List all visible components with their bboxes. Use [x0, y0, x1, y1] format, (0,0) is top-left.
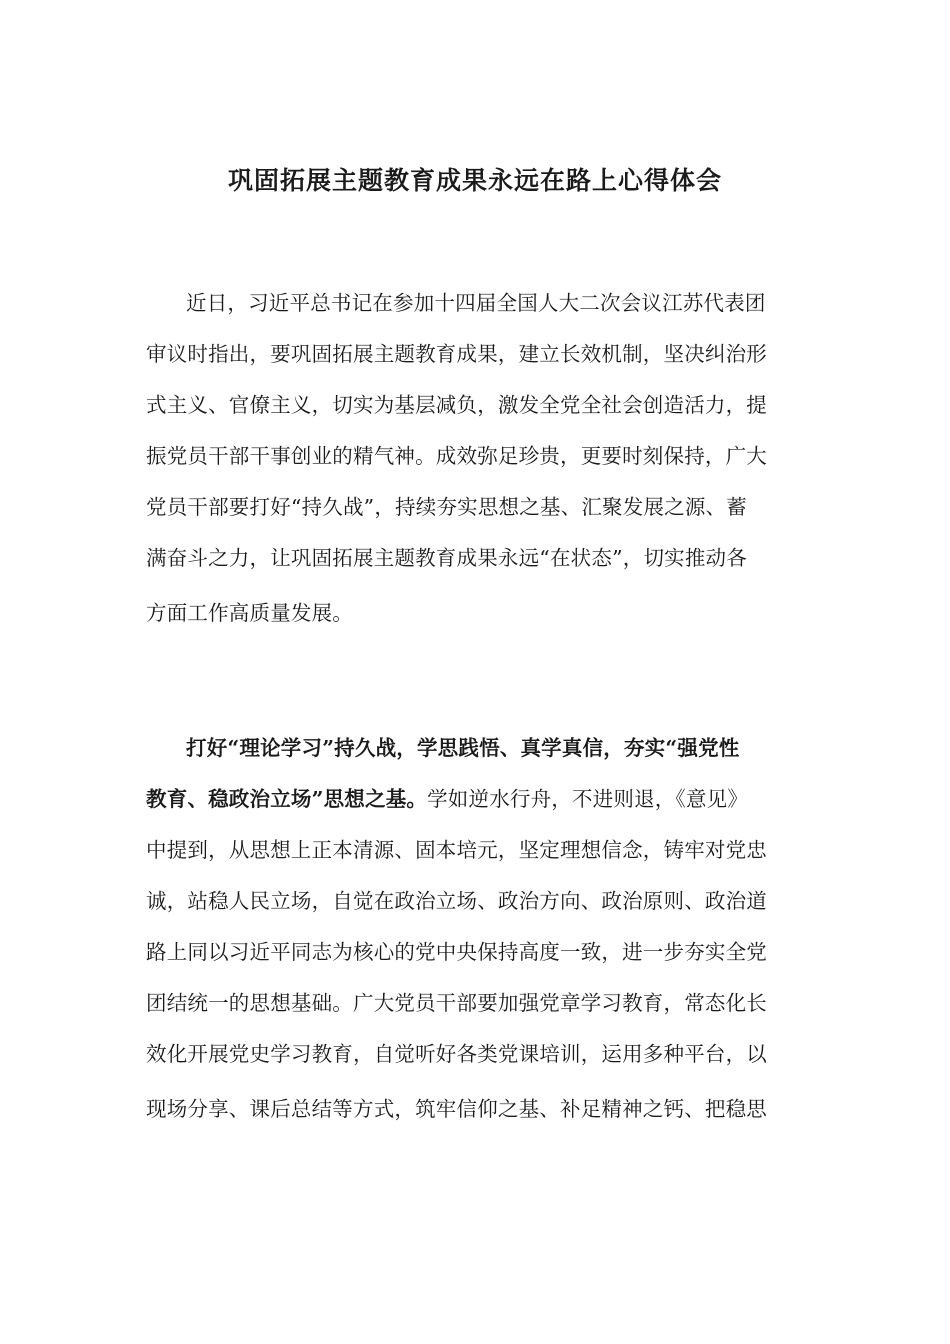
paragraph-line: 振党员干部干事创业的精气神。成效弥足珍贵，更要时刻保持，广大	[146, 444, 767, 468]
paragraph-line: 诚，站稳人民立场，自觉在政治立场、政治方向、政治原则、政治道	[146, 889, 767, 913]
section-heading-line: 打好“理论学习”持久战，学思践悟、真学真信，夯实“强党性	[186, 736, 740, 760]
paragraph-line: 近日，习近平总书记在参加十四届全国人大二次会议江苏代表团	[186, 291, 766, 315]
paragraph-line: 路上同以习近平同志为核心的党中央保持高度一致，进一步夯实全党	[146, 940, 767, 964]
paragraph-line: 中提到，从思想上正本清源、固本培元，坚定理想信念，铸牢对党忠	[146, 838, 767, 862]
section-heading-tail: 教育、稳政治立场”思想之基。	[146, 787, 428, 811]
paragraph-line: 满奋斗之力，让巩固拓展主题教育成果永远“在状态”，切实推动各	[146, 546, 747, 570]
paragraph-line-mixed	[146, 784, 748, 814]
document-title: 巩固拓展主题教育成果永远在路上心得体会	[227, 166, 722, 195]
paragraph-line: 式主义、官僚主义，切实为基层减负，激发全党全社会创造活力，提	[146, 393, 767, 417]
paragraph-line: 团结统一的思想基础。广大党员干部要加强党章学习教育，常态化长	[146, 991, 767, 1015]
paragraph-line: 方面工作高质量发展。	[146, 601, 353, 625]
paragraph-line: 党员干部要打好“持久战”，持续夯实思想之基、汇聚发展之源、蓄	[146, 495, 747, 519]
paragraph-line: 效化开展党史学习教育，自觉听好各类党课培训，运用多种平台，以	[146, 1042, 767, 1066]
paragraph-line: 现场分享、课后总结等方式，筑牢信仰之基、补足精神之钙、把稳思	[146, 1097, 767, 1121]
paragraph-line: 审议时指出，要巩固拓展主题教育成果，建立长效机制，坚决纠治形	[146, 342, 767, 366]
paragraph-line-rest: 学如逆水行舟，不进则退，《意见》	[427, 787, 749, 811]
